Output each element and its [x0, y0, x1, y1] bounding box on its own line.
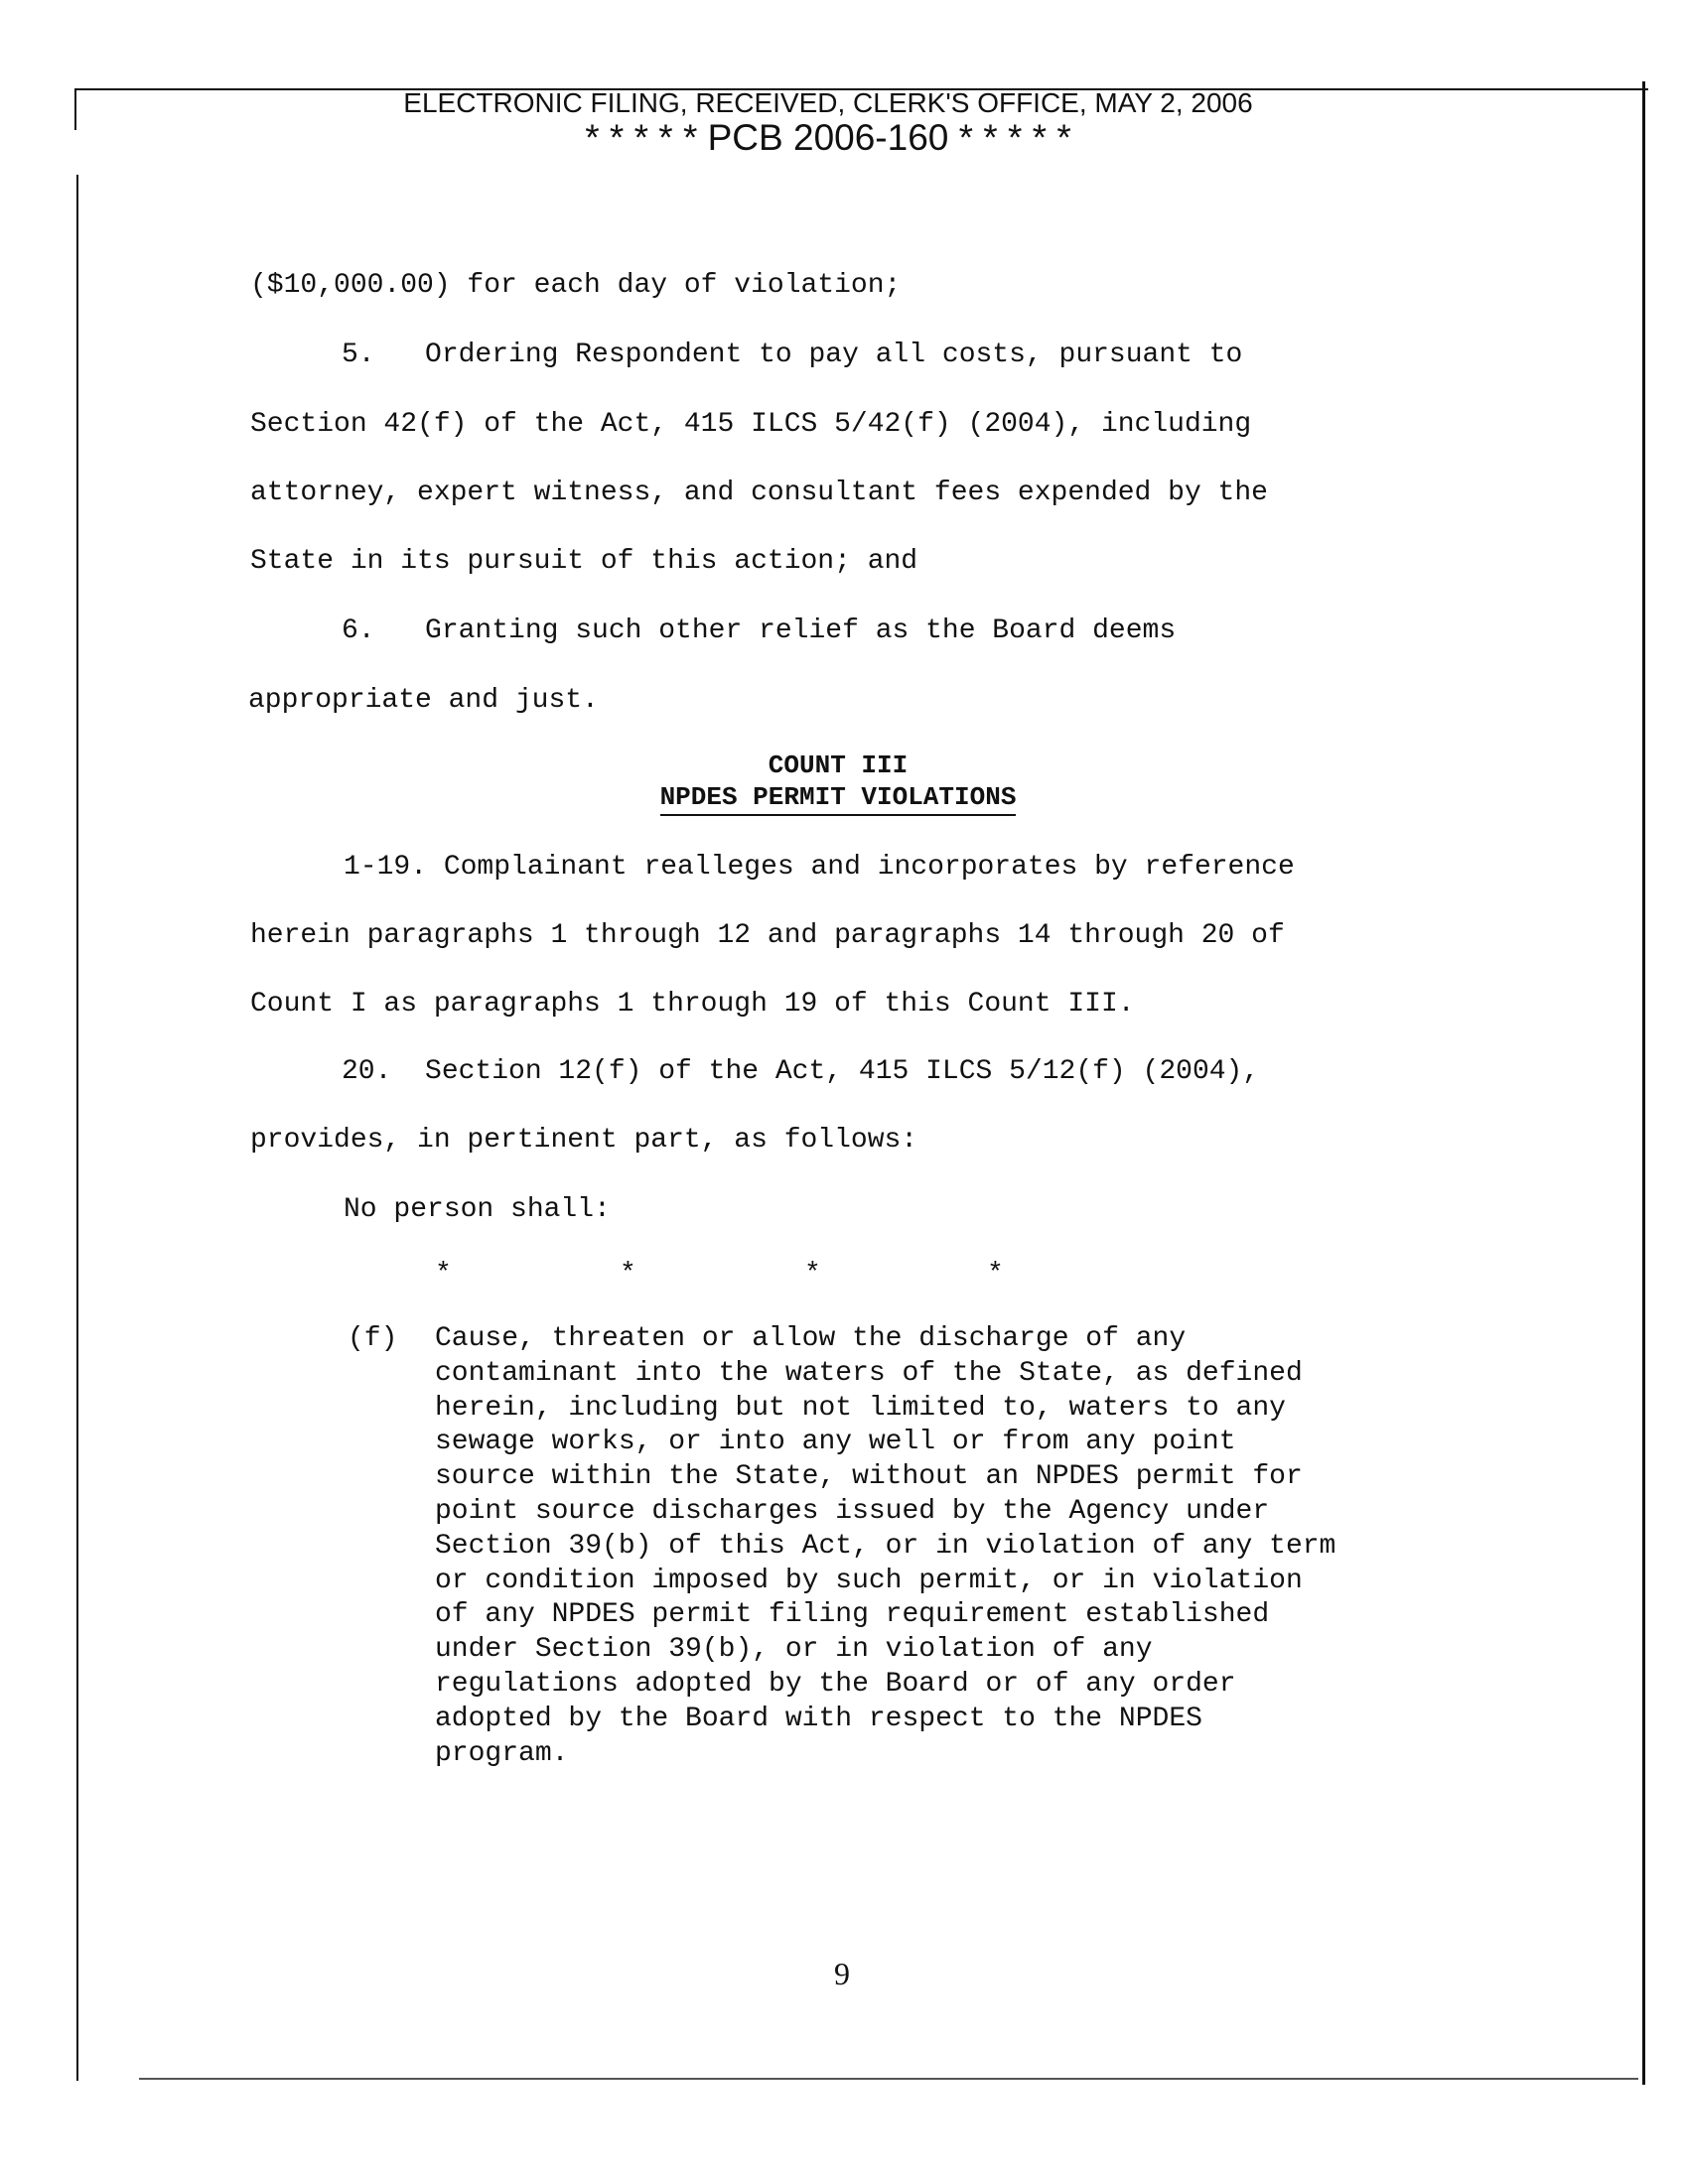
count-heading: COUNT III	[768, 751, 909, 780]
paragraph-20-line: provides, in pertinent part, as follows:	[250, 1125, 918, 1156]
ellipsis-star: *	[435, 1259, 452, 1290]
case-number-stamp: * * * * * PCB 2006-160 * * * * *	[585, 117, 1071, 158]
paragraph-5-line: Section 42(f) of the Act, 415 ILCS 5/42(f) (2004), including	[250, 409, 1252, 440]
paragraph-1-19-line: 1-19. Complainant realleges and incorporates by reference	[344, 852, 1295, 883]
scan-border-bottom	[139, 2078, 1638, 2080]
page-number: 9	[834, 1956, 850, 1991]
paragraph-5-line: State in its pursuit of this action; and	[250, 546, 918, 577]
scan-border-left	[76, 175, 78, 2081]
no-person-line: No person shall:	[344, 1194, 611, 1225]
paragraph-5-line: attorney, expert witness, and consultant fees expended by the	[250, 478, 1268, 508]
paragraph-20-line: 20. Section 12(f) of the Act, 415 ILCS 5/12(f) (2004),	[342, 1056, 1260, 1087]
filing-stamp: ELECTRONIC FILING, RECEIVED, CLERK'S OFFICE, MAY 2, 2006	[403, 87, 1253, 118]
ellipsis-star: *	[620, 1259, 636, 1290]
paragraph-5-line: 5. Ordering Respondent to pay all costs, pursuant to	[342, 340, 1243, 370]
text-line: ($10,000.00) for each day of violation;	[250, 270, 902, 301]
quote-label: (f)	[348, 1323, 398, 1354]
count-subheading: NPDES PERMIT VIOLATIONS	[0, 782, 1680, 816]
paragraph-1-19-line: Count I as paragraphs 1 through 19 of this Count III.	[250, 989, 1135, 1020]
paragraph-6-line: appropriate and just.	[248, 685, 599, 716]
paragraph-1-19-line: herein paragraphs 1 through 12 and paragraphs 14 through 20 of	[250, 920, 1285, 951]
ellipsis-star: *	[804, 1259, 821, 1290]
scan-border-right	[1642, 81, 1645, 2085]
ellipsis-star: *	[987, 1259, 1004, 1290]
statute-quote: Cause, threaten or allow the discharge of any contaminant into the waters of the State, as defined herein, including but not limited to, waters to any sewage works, or into any well or from any point source within the State, without an NPDES permit for point source discharges issued by the Agency under Section 39(b) of this Act, or in violation of any term or condition imposed by such permit, or in violation of any NPDES permit filing requirement established under Section 39(b), or in violation of any regulations adopted by the Board or of any order adopted by the Board with respect to the NPDES program.	[435, 1323, 1336, 1769]
paragraph-6-line: 6. Granting such other relief as the Board deems	[342, 615, 1177, 646]
